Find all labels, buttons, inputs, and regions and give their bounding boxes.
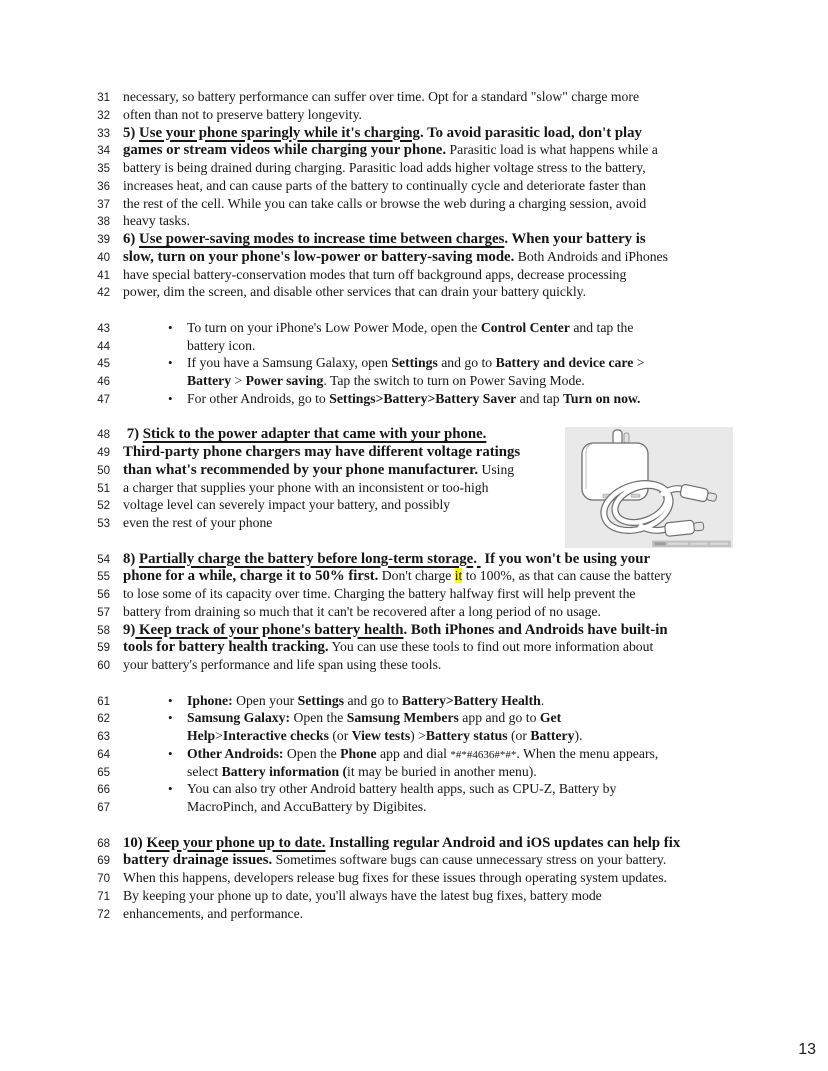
line-text: Help>Interactive checks (or View tests) >Battery status (or Battery). (187, 728, 583, 743)
watermark-bar (652, 541, 731, 548)
text-line (0, 798, 828, 816)
text-line (0, 887, 828, 905)
line-number: 33 (97, 127, 110, 140)
text-line (0, 727, 828, 745)
line-number: 67 (97, 802, 110, 814)
line-number: 40 (97, 251, 110, 264)
line-text: select Battery information (it may be buried in another menu). (187, 763, 537, 779)
charger-cable-figure-svg (565, 427, 733, 548)
line-number: 72 (97, 908, 110, 921)
text-line (0, 656, 828, 674)
line-number: 47 (97, 393, 110, 406)
page-number: 13 (798, 1041, 816, 1058)
line-text: 9) Keep track of your phone's battery health. Both iPhones and Androids have built-in (123, 621, 668, 638)
text-line (0, 88, 828, 106)
power-adapter-illustration (565, 427, 733, 548)
line-number: 58 (97, 624, 110, 637)
line-text: heavy tasks. (123, 213, 190, 229)
line-number: 44 (97, 340, 110, 353)
text-line (0, 763, 828, 781)
line-number: 36 (97, 180, 110, 193)
line-number: 42 (97, 287, 110, 300)
line-number: 60 (97, 660, 110, 672)
text-line (0, 230, 828, 248)
line-text: slow, turn on your phone's low-power or battery-saving mode. Both Androids and iPhones (123, 248, 668, 265)
line-number: 54 (97, 553, 110, 566)
line-number: 31 (97, 92, 110, 104)
text-line (0, 390, 828, 408)
line-text: 6) Use power-saving modes to increase time between charges. When your battery is (123, 231, 646, 247)
line-text: often than not to preserve battery longevity. (123, 106, 362, 122)
line-text: When this happens, developers release bug fixes for these issues through operating system updates. (123, 870, 667, 885)
line-text: Battery > Power saving. Tap the switch to turn on Power Saving Mode. (187, 373, 585, 388)
text-line (0, 248, 828, 266)
text-line (0, 177, 828, 195)
text-line (0, 195, 828, 213)
line-number: 38 (97, 216, 110, 229)
bullet-line-text: • Iphone: Open your Settings and go to Battery>Battery Health. (123, 692, 544, 710)
text-line (0, 124, 828, 142)
line-number: 69 (97, 855, 110, 868)
line-number: 35 (97, 163, 110, 175)
line-text: MacroPinch, and AccuBattery by Digibites. (187, 799, 427, 814)
line-text: 8) Partially charge the battery before long-term storage. If you won't be using your (123, 550, 651, 567)
line-number: 51 (97, 482, 110, 495)
text-line (0, 603, 828, 621)
text-line (0, 212, 828, 230)
highlighted-text: it (454, 568, 463, 584)
line-number: 37 (97, 198, 110, 211)
line-text: Third-party phone chargers may have different voltage ratings (123, 444, 521, 460)
line-number: 55 (97, 571, 110, 584)
line-text: By keeping your phone up to date, you'll always have the latest bug fixes, battery mode (123, 887, 602, 903)
blank-line (0, 816, 828, 834)
text-line (0, 354, 828, 372)
bullet-line-text: • For other Androids, go to Settings>Battery>Battery Saver and tap Turn on now. (123, 390, 640, 408)
text-line (0, 266, 828, 284)
line-number: 62 (97, 713, 110, 726)
line-number: 56 (97, 589, 110, 601)
line-text: have special battery-conservation modes that turn off background apps, decrease processing (123, 266, 627, 282)
text-line (0, 709, 828, 727)
text-line (0, 851, 828, 869)
text-line (0, 372, 828, 390)
line-number: 34 (97, 145, 110, 158)
line-number: 59 (97, 642, 110, 655)
line-number: 61 (97, 695, 110, 708)
line-number: 52 (97, 500, 110, 513)
text-line (0, 905, 828, 923)
text-line (0, 638, 828, 656)
line-number: 66 (97, 784, 110, 797)
line-text: games or stream videos while charging your phone. Parasitic load is what happens while a (123, 142, 658, 159)
line-number: 70 (97, 873, 110, 885)
line-text: to lose some of its capacity over time. Charging the battery halfway first will help prevent the (123, 586, 636, 601)
text-line (0, 692, 828, 710)
line-text: phone for a while, charge it to 50% first. Don't charge it to 100%, as that can cause the battery (123, 568, 672, 585)
line-number: 41 (97, 269, 110, 282)
line-number: 46 (97, 376, 110, 388)
line-text: power, dim the screen, and disable other services that can drain your battery quickly. (123, 284, 587, 300)
text-line (0, 834, 828, 852)
text-line (0, 319, 828, 337)
line-text: 10) Keep your phone up to date. Installing regular Android and iOS updates can help fix (123, 834, 681, 851)
line-number: 50 (97, 464, 110, 477)
line-text: battery from draining so much that it can't be recovered after a long period of no usage. (123, 603, 601, 619)
line-number: 49 (97, 447, 110, 459)
line-text: tools for battery health tracking. You can use these tools to find out more information about (123, 639, 654, 656)
bullet-line-text: • If you have a Samsung Galaxy, open Settings and go to Battery and device care > (123, 354, 644, 372)
line-number: 45 (97, 358, 110, 371)
line-text: 5) Use your phone sparingly while it's charging. To avoid parasitic load, don't play (123, 124, 642, 141)
bullet-line-text: • To turn on your iPhone's Low Power Mode, open the Control Center and tap the (123, 319, 633, 337)
bullet-line-text: • You can also try other Android battery health apps, such as CPU-Z, Battery by (123, 780, 616, 798)
text-line (0, 550, 828, 568)
text-line (0, 567, 828, 585)
line-number: 64 (97, 748, 110, 761)
line-text: increases heat, and can cause parts of the battery to continually cycle and deteriorate faster than (123, 177, 646, 193)
line-number: 53 (97, 518, 110, 530)
text-line (0, 283, 828, 301)
line-number: 43 (97, 322, 110, 335)
line-number: 63 (97, 731, 110, 743)
line-text: even the rest of your phone (123, 515, 273, 530)
line-number: 71 (97, 890, 110, 903)
text-line (0, 159, 828, 177)
blank-line (0, 408, 828, 426)
line-number: 39 (97, 234, 110, 246)
bullet-line-text: • Samsung Galaxy: Open the Samsung Members app and go to Get (123, 709, 561, 727)
line-number: 68 (97, 837, 110, 850)
text-line (0, 780, 828, 798)
line-text: your battery's performance and life span using these tools. (123, 657, 442, 672)
text-line (0, 337, 828, 355)
text-line (0, 869, 828, 887)
line-number: 48 (97, 429, 110, 442)
text-line (0, 621, 828, 639)
text-line (0, 106, 828, 124)
line-text: the rest of the cell. While you can take calls or browse the web during a charging session, avoid (123, 195, 647, 211)
line-text: than what's recommended by your phone manufacturer. Using (123, 461, 515, 478)
line-number: 65 (97, 766, 110, 779)
bullet-line-text: • Other Androids: Open the Phone app and dial *#*#4636#*#*. When the menu appears, (123, 745, 658, 765)
line-text: enhancements, and performance. (123, 905, 304, 921)
line-number: 57 (97, 606, 110, 619)
blank-line (0, 301, 828, 319)
line-text: necessary, so battery performance can suffer over time. Opt for a standard "slow" charge more (123, 89, 640, 104)
text-line (0, 585, 828, 603)
line-text: a charger that supplies your phone with an inconsistent or too-high (123, 479, 489, 495)
line-text: battery drainage issues. Sometimes software bugs can cause unnecessary stress on your battery. (123, 852, 667, 869)
blank-line (0, 674, 828, 692)
line-text: voltage level can severely impact your battery, and possibly (123, 497, 451, 513)
line-number: 32 (97, 109, 110, 122)
text-line (0, 745, 828, 763)
line-text: battery icon. (187, 337, 256, 353)
line-text: battery is being drained during charging. Parasitic load adds higher voltage stress to the battery, (123, 160, 646, 175)
line-text: 7) Stick to the power adapter that came with your phone. (123, 426, 487, 443)
text-line (0, 141, 828, 159)
